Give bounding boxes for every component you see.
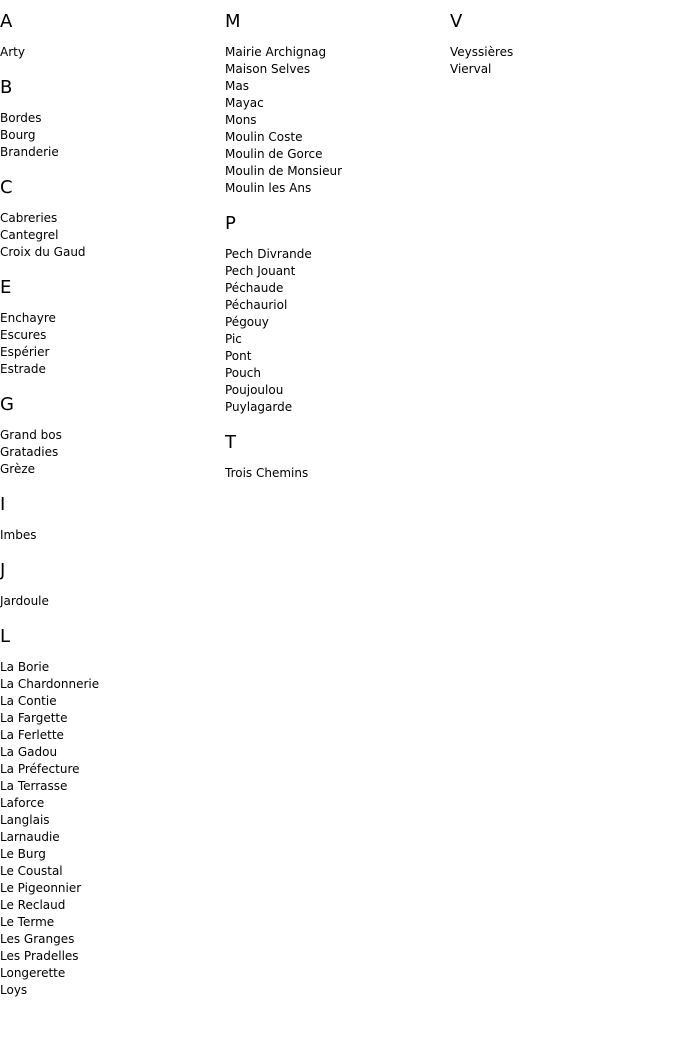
place-link-grand-bos[interactable]: Grand bos <box>0 428 62 442</box>
place-link-branderie[interactable]: Branderie <box>0 145 59 159</box>
list-item <box>225 331 450 348</box>
list-item <box>225 61 450 78</box>
place-link-les-granges[interactable]: Les Granges <box>0 932 75 946</box>
list-item <box>0 310 225 327</box>
place-link-cabreries[interactable]: Cabreries <box>0 211 58 225</box>
list-item <box>225 365 450 382</box>
list-item <box>225 263 450 280</box>
place-link-croix-du-gaud[interactable]: Croix du Gaud <box>0 245 86 259</box>
place-link-imbes[interactable]: Imbes <box>0 528 37 542</box>
letter-heading: E <box>0 277 12 298</box>
list-item <box>225 348 450 365</box>
letter-heading: V <box>450 11 463 32</box>
letter-group-i <box>0 493 225 544</box>
list-item <box>0 744 225 761</box>
list-item <box>0 710 225 727</box>
list-item <box>0 931 225 948</box>
list-item <box>225 246 450 263</box>
place-link-larnaudie[interactable]: Larnaudie <box>0 830 60 844</box>
list-item <box>225 382 450 399</box>
list-item <box>0 863 225 880</box>
list-item <box>225 180 450 197</box>
place-link-bourg[interactable]: Bourg <box>0 128 36 142</box>
place-link-jardoule[interactable]: Jardoule <box>0 594 49 608</box>
list-item <box>0 461 225 478</box>
list-item <box>0 110 225 127</box>
letter-heading: G <box>0 394 14 415</box>
place-link-la-contie[interactable]: La Contie <box>0 694 57 708</box>
place-link-puylagarde[interactable]: Puylagarde <box>225 400 293 414</box>
list-item <box>0 693 225 710</box>
place-link-les-pradelles[interactable]: Les Pradelles <box>0 949 79 963</box>
place-link-le-burg[interactable]: Le Burg <box>0 847 46 861</box>
place-list <box>0 310 225 378</box>
letter-group-j <box>0 559 225 610</box>
list-item <box>0 361 225 378</box>
list-item <box>0 227 225 244</box>
list-item <box>450 61 675 78</box>
list-item <box>0 778 225 795</box>
list-item <box>225 44 450 61</box>
letter-group-v <box>450 10 675 78</box>
place-link-arty[interactable]: Arty <box>0 45 25 59</box>
place-link-le-coustal[interactable]: Le Coustal <box>0 864 63 878</box>
letter-group-e <box>0 276 225 378</box>
place-list <box>0 593 225 610</box>
place-link-pechaude[interactable]: Péchaude <box>225 281 284 295</box>
letter-heading: T <box>225 432 236 453</box>
letter-heading: M <box>225 11 241 32</box>
list-item <box>0 948 225 965</box>
list-item <box>0 244 225 261</box>
list-item <box>0 829 225 846</box>
place-link-pegouy[interactable]: Pégouy <box>225 315 269 329</box>
place-list <box>450 44 675 78</box>
place-link-escures[interactable]: Escures <box>0 328 47 342</box>
list-item <box>0 880 225 897</box>
list-item <box>0 727 225 744</box>
list-item <box>225 465 450 482</box>
place-link-trois-chemins[interactable]: Trois Chemins <box>225 466 309 480</box>
list-item <box>0 210 225 227</box>
place-link-le-reclaud[interactable]: Le Reclaud <box>0 898 66 912</box>
list-item <box>0 965 225 982</box>
place-link-maison-selves[interactable]: Maison Selves <box>225 62 311 76</box>
place-link-moulin-de-gorce[interactable]: Moulin de Gorce <box>225 147 323 161</box>
letter-group-b <box>0 76 225 161</box>
index-column <box>450 10 675 93</box>
place-link-la-gadou[interactable]: La Gadou <box>0 745 58 759</box>
place-link-la-prefecture[interactable]: La Préfecture <box>0 762 80 776</box>
list-item <box>225 95 450 112</box>
place-link-la-terrasse[interactable]: La Terrasse <box>0 779 68 793</box>
place-link-enchayre[interactable]: Enchayre <box>0 311 56 325</box>
letter-heading: C <box>0 177 13 198</box>
place-list <box>225 465 450 482</box>
index-column <box>0 10 225 1014</box>
place-link-pechauriol[interactable]: Péchauriol <box>225 298 288 312</box>
list-item <box>0 982 225 999</box>
index-column <box>225 10 450 497</box>
place-link-pech-divrande[interactable]: Pech Divrande <box>225 247 312 261</box>
letter-group-a <box>0 10 225 61</box>
place-link-pic[interactable]: Pic <box>225 332 242 346</box>
list-item <box>0 914 225 931</box>
list-item <box>0 127 225 144</box>
place-link-la-fargette[interactable]: La Fargette <box>0 711 68 725</box>
letter-heading: I <box>0 494 6 515</box>
list-item <box>0 344 225 361</box>
place-link-le-pigeonnier[interactable]: Le Pigeonnier <box>0 881 82 895</box>
place-list <box>0 110 225 161</box>
letter-heading: J <box>0 560 6 581</box>
place-link-pech-jouant[interactable]: Pech Jouant <box>225 264 296 278</box>
place-link-bordes[interactable]: Bordes <box>0 111 42 125</box>
place-list <box>0 427 225 478</box>
list-item <box>225 280 450 297</box>
list-item <box>225 399 450 416</box>
place-link-moulin-coste[interactable]: Moulin Coste <box>225 130 303 144</box>
place-link-veyssieres[interactable]: Veyssières <box>450 45 514 59</box>
list-item <box>0 676 225 693</box>
place-link-loys[interactable]: Loys <box>0 983 28 997</box>
place-link-esperier[interactable]: Espérier <box>0 345 50 359</box>
place-list <box>0 44 225 61</box>
letter-group-t <box>225 431 450 482</box>
list-item <box>225 146 450 163</box>
list-item <box>450 44 675 61</box>
place-link-mayac[interactable]: Mayac <box>225 96 264 110</box>
place-link-moulin-de-monsieur[interactable]: Moulin de Monsieur <box>225 164 343 178</box>
list-item <box>0 327 225 344</box>
place-link-longerette[interactable]: Longerette <box>0 966 66 980</box>
list-item <box>0 795 225 812</box>
place-link-greze[interactable]: Grèze <box>0 462 36 476</box>
list-item <box>0 659 225 676</box>
letter-heading: P <box>225 213 236 234</box>
place-link-vierval[interactable]: Vierval <box>450 62 492 76</box>
place-link-langlais[interactable]: Langlais <box>0 813 50 827</box>
place-link-le-terme[interactable]: Le Terme <box>0 915 55 929</box>
place-link-laforce[interactable]: Laforce <box>0 796 45 810</box>
list-item <box>0 427 225 444</box>
place-list <box>225 44 450 197</box>
list-item <box>225 314 450 331</box>
letter-group-m <box>225 10 450 197</box>
list-item <box>0 444 225 461</box>
place-link-estrade[interactable]: Estrade <box>0 362 46 376</box>
place-list <box>0 210 225 261</box>
list-item <box>0 761 225 778</box>
place-list <box>0 659 225 999</box>
place-link-la-ferlette[interactable]: La Ferlette <box>0 728 64 742</box>
place-link-mairie-archignag[interactable]: Mairie Archignag <box>225 45 327 59</box>
place-link-moulin-les-ans[interactable]: Moulin les Ans <box>225 181 312 195</box>
list-item <box>0 897 225 914</box>
letter-heading: A <box>0 11 13 32</box>
place-list <box>0 527 225 544</box>
list-item <box>225 112 450 129</box>
list-item <box>0 846 225 863</box>
list-item <box>0 527 225 544</box>
place-link-mas[interactable]: Mas <box>225 79 249 93</box>
place-link-cantegrel[interactable]: Cantegrel <box>0 228 59 242</box>
letter-heading: B <box>0 77 13 98</box>
letter-group-c <box>0 176 225 261</box>
letter-group-p <box>225 212 450 416</box>
place-list <box>225 246 450 416</box>
place-link-poujoulou[interactable]: Poujoulou <box>225 383 284 397</box>
place-link-pont[interactable]: Pont <box>225 349 252 363</box>
list-item <box>225 78 450 95</box>
list-item <box>225 129 450 146</box>
list-item <box>225 297 450 314</box>
list-item <box>0 812 225 829</box>
list-item <box>0 593 225 610</box>
letter-group-l <box>0 625 225 999</box>
place-link-la-borie[interactable]: La Borie <box>0 660 50 674</box>
place-link-gratadies[interactable]: Gratadies <box>0 445 59 459</box>
place-link-pouch[interactable]: Pouch <box>225 366 261 380</box>
place-link-mons[interactable]: Mons <box>225 113 257 127</box>
letter-group-g <box>0 393 225 478</box>
place-link-la-chardonnerie[interactable]: La Chardonnerie <box>0 677 100 691</box>
list-item <box>0 44 225 61</box>
list-item <box>225 163 450 180</box>
list-item <box>0 144 225 161</box>
letter-heading: L <box>0 626 11 647</box>
